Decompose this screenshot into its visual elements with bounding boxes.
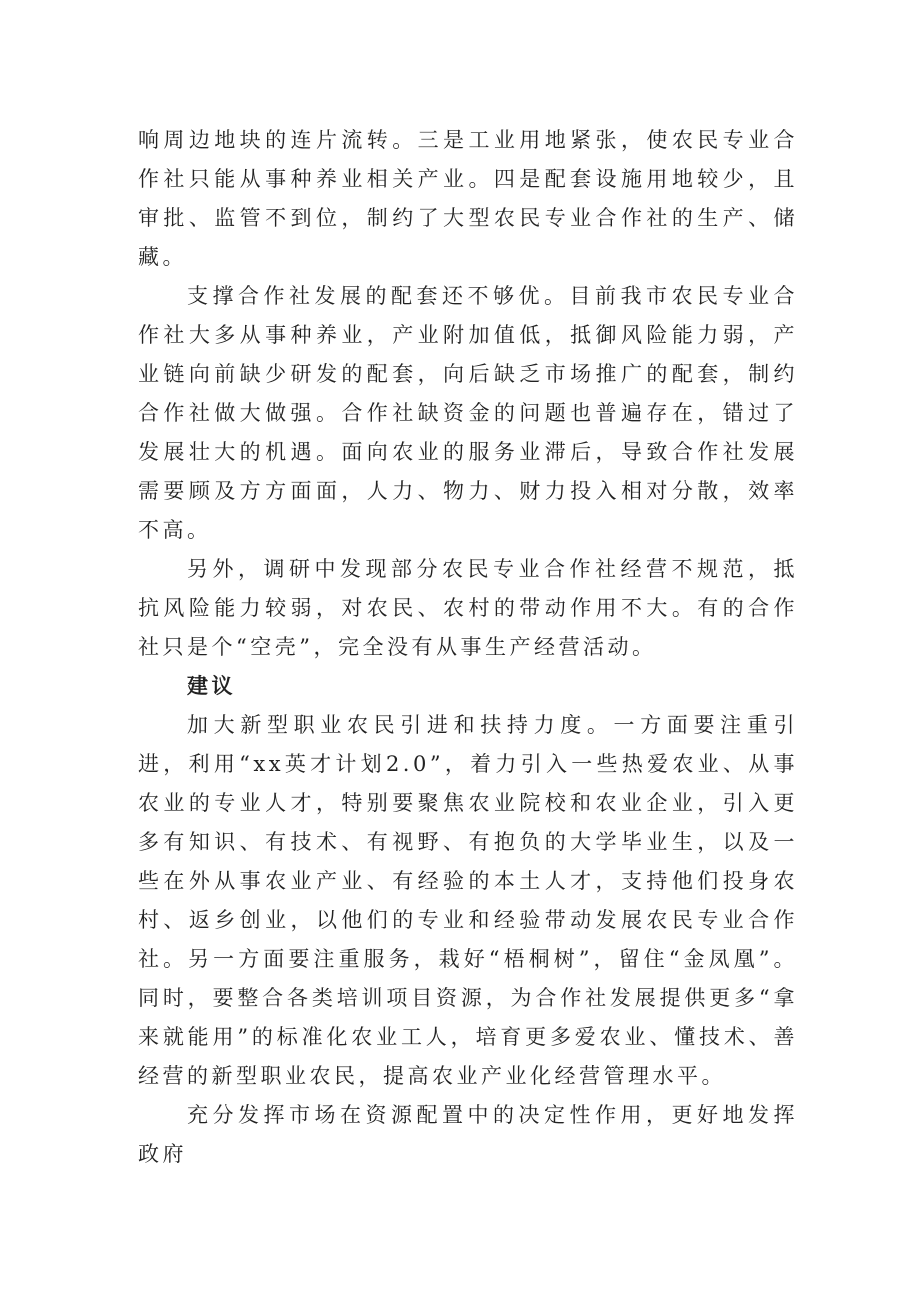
paragraph-market-role: 充分发挥市场在资源配置中的决定性作用，更好地发挥政府 (138, 1103, 798, 1166)
paragraph-continued: 响周边地块的连片流转。三是工业用地紧张，使农民专业合作社只能从事种养业相关产业。四是配套设施用地较少，且审批、监管不到位，制约了大型农民专业合作社的生产、储藏。 (138, 128, 798, 269)
paragraph-supporting-facilities: 支撑合作社发展的配套还不够优。目前我市农民专业合作社大多从事种养业，产业附加值低，抵御风险能力弱，产业链向前缺少研发的配套，向后缺乏市场推广的配套，制约合作社做大做强。合作社缺资金的问题也普遍存在，错过了发展壮大的机遇。面向农业的服务业滞后，导致合作社发展需要顾及方方面面，人力、物力、财力投入相对分散，效率不高。 (138, 284, 798, 542)
paragraph-irregular-operation: 另外，调研中发现部分农民专业合作社经营不规范，抵抗风险能力较弱，对农民、农村的带动作用不大。有的合作社只是个“空壳”，完全没有从事生产经营活动。 (138, 557, 798, 659)
paragraph-talent-introduction: 加大新型职业农民引进和扶持力度。一方面要注重引进，利用“xx英才计划2.0”，着力引入一些热爱农业、从事农业的专业人才，特别要聚焦农业院校和农业企业，引入更多有知识、有技术、有视野、有抱负的大学毕业生，以及一些在外从事农业产业、有经验的本土人才，支持他们投身农村、返乡创业，以他们的专业和经验带动发展农民专业合作社。另一方面要注重服务，栽好“梧桐树”，留住“金凤凰”。同时，要整合各类培训项目资源，为合作社发展提供更多“拿来就能用”的标准化农业工人，培育更多爱农业、懂技术、善经营的新型职业农民，提高农业产业化经营管理水平。 (138, 713, 798, 1088)
document-body (138, 121, 798, 1174)
section-heading: 建议 (187, 674, 236, 698)
